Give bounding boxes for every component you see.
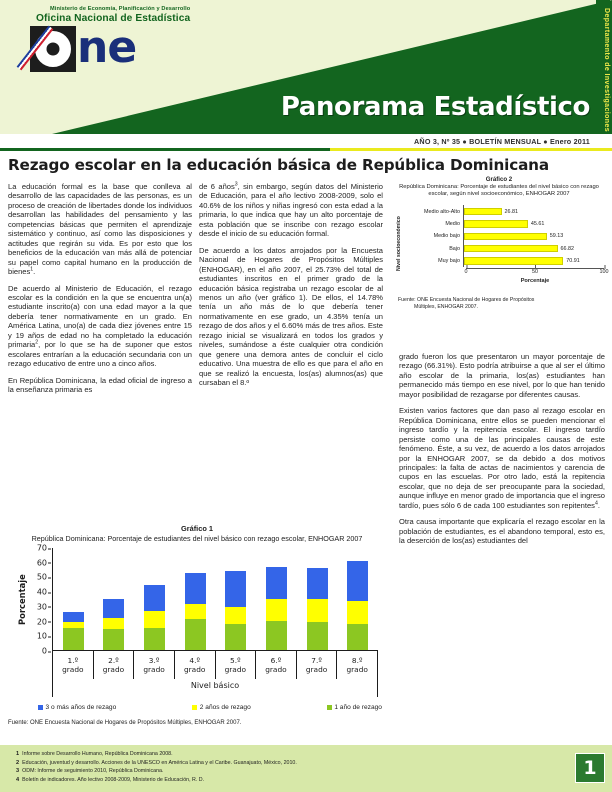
paragraph-text: Otra causa importante que explicaría el rezago escolar en la población de estudiantes, es el abandono temporal, esto es, la deserción de los(as) estudiantes del (399, 517, 605, 546)
chart2-x-tick: 100 (599, 269, 609, 276)
footnote-item (16, 776, 536, 785)
chart1-stacked-bar (266, 567, 287, 650)
chart1-legend-label: 2 años de rezago (199, 704, 251, 711)
footnote-number: 1 (16, 751, 20, 757)
chart2-subtitle: República Dominicana: Porcentaje de estudiantes del nivel básico con rezago escolar, según nivel socioeconómico, ENHOGAR 2007 (399, 184, 599, 198)
chart1-legend-item (192, 704, 250, 711)
chart1-bar-slot (337, 548, 378, 650)
chart2-value-label: 70.91 (566, 258, 580, 265)
chart1-bars-area (52, 548, 378, 651)
chart1-category-line1: 1.º (67, 656, 79, 665)
chart1-source: Fuente: ONE Encuesta Nacional de Hogares de Propósitos Múltiples, ENHOGAR 2007. (8, 720, 242, 726)
chart1-category (216, 651, 257, 679)
paragraph-text: De acuerdo a los datos arrojados por la Encuesta Nacional de Hogares de Propósitos Múltiples (ENHOGAR), en el año 2007, el 25.73% del total de estudiantes inscritos en el primer grado de la educación básica registraba un rezago escolar de al menos un año (ver gráfico 1). De ellos, el 14.78% tenía un año más de lo que debería tener normativamente en ese grado, un 4.35% tenía un rezago de dos años y el 6.60% más de tres años. Este rezago inicial se visualizará en todos los grados y niveles, sumándose a éste cualquier otra condición que genere una demora antes de concluir el ciclo educativo. Una muestra de ello es que para el año en que se realizó la encuesta, los(as) alumnos(as) que cursaban el 8.º (199, 245, 383, 388)
chart1-segment-1yr (225, 624, 246, 650)
footnote-text: Informe sobre Desarrollo Humano, República Dominicana 2008. (22, 751, 173, 757)
chart-grafico-2 (392, 176, 609, 342)
issue-info: AÑO 3, Nº 35 ● BOLETÍN MENSUAL ● Enero 2011 (414, 137, 590, 146)
chart2-bar-track (463, 218, 604, 230)
chart1-legend-item (38, 704, 116, 711)
chart1-category-line1: 6.º (270, 656, 282, 665)
chart1-category (175, 651, 216, 679)
footnotes-bar (0, 745, 612, 792)
chart1-legend (38, 704, 382, 711)
chart1-category-line2: grado (143, 665, 165, 674)
footnote-ref-3: 3 (234, 181, 238, 188)
chart1-category-line2: grado (265, 665, 287, 674)
chart1-y-ticks (28, 543, 50, 656)
chart1-bar-slot (94, 548, 135, 650)
chart1-segment-2yr (225, 607, 246, 625)
chart1-category-line1: 4.º (189, 656, 200, 665)
chart1-category-line2: grado (102, 665, 125, 674)
page-number: 1 (575, 753, 605, 783)
chart1-category (53, 651, 94, 679)
chart2-bar (464, 257, 563, 264)
chart1-y-tick: 30 (36, 602, 47, 612)
chart2-source-line1: Fuente: ONE Encuesta Nacional de Hogares de Propósitos (398, 297, 535, 304)
divider-green (0, 148, 330, 152)
chart2-title: Gráfico 2 (485, 176, 513, 183)
chart1-bar-slot (175, 548, 216, 650)
chart1-bar-slot (134, 548, 175, 650)
chart1-segment-3plus (266, 567, 287, 599)
chart2-row (406, 205, 604, 217)
chart1-segment-2yr (347, 601, 368, 624)
paragraph (8, 376, 192, 395)
chart1-segment-2yr (266, 599, 287, 621)
chart1-subtitle: República Dominicana: Porcentaje de estudiantes del nivel básico con rezago escolar, ENHOGAR 2007 (31, 534, 363, 543)
chart2-category-label: Medio alto-Alto (424, 208, 460, 215)
chart1-stacked-bar (63, 612, 84, 650)
masthead-banner (0, 0, 612, 134)
chart2-bar-track (463, 205, 604, 217)
one-logo (30, 21, 137, 73)
chart1-y-tick: 60 (36, 558, 47, 568)
chart1-category (134, 651, 175, 679)
chart1-segment-3plus (144, 585, 165, 612)
chart1-category-line1: 8.º (351, 656, 363, 665)
chart2-y-axis-label: Nivel socioeconómico (396, 217, 402, 272)
chart1-legend-label: 3 o más años de rezago (45, 704, 117, 711)
chart2-bar-rows (406, 205, 604, 269)
chart2-row (406, 230, 604, 242)
office-name: Oficina Nacional de Estadística (36, 13, 191, 24)
legend-swatch-green-icon (327, 705, 332, 710)
chart2-bar-track (463, 255, 604, 267)
paragraph (399, 517, 605, 545)
chart2-plot-area (392, 205, 609, 285)
footnote-ref-1: 1 (30, 266, 34, 273)
paragraph-text: Existen varios factores que dan paso al rezago escolar en República Dominicana, entre ellos se pueden mencionar el ingreso tardío y la repitencia escolar. El ingreso tardío persiste como una de las principales causas de este fenómeno. Éste, a su vez, de acuerdo a los datos arrojados por la ENHOGAR 2007, se da debido a dos motivos principales: la falta de actas de nacimientos y carencia de cupos en las escuelas. Por otro lado, está la repitencia escolar, que no deja de ser preocupante para la sociedad, aunque influye en menor grado de importancia que el ingreso tardío, pues sólo 6 de cada 100 estudiantes son repitentes (399, 406, 605, 510)
chart1-category-line2: grado (346, 665, 368, 674)
chart1-category (337, 651, 377, 679)
chart2-category-label: Medio bajo (433, 233, 460, 240)
logo-o-mark (30, 26, 76, 72)
chart1-bar-slot (256, 548, 297, 650)
chart1-bar-slot (216, 548, 257, 650)
chart1-stacked-bar (347, 561, 368, 650)
paragraph (199, 246, 383, 388)
footnote-list (16, 750, 536, 784)
chart1-legend-item (327, 704, 382, 711)
chart2-source-line2: Múltiples, ENHOGAR 2007. (414, 304, 479, 310)
chart1-segment-3plus (185, 573, 206, 605)
footnote-item (16, 767, 536, 776)
chart2-row (406, 255, 604, 267)
chart1-segment-1yr (266, 621, 287, 650)
body-column-2 (199, 182, 383, 388)
body-column-1 (8, 182, 192, 395)
chart2-value-label: 45.61 (530, 220, 545, 227)
chart2-category-label: Medio (445, 220, 460, 227)
paragraph-text-cont: , por lo que se ha de suponer que estos escolares entrarían a la educación secundaria con un rezago educativo de entre uno a cinco años. (8, 340, 192, 369)
chart2-bar-track (463, 243, 604, 255)
ministry-name: Ministerio de Economía, Planificación y Desarrollo (50, 6, 191, 12)
chart2-value-label: 59.13 (549, 233, 564, 240)
chart2-value-label: 26.81 (504, 208, 519, 215)
department-vertical-label: Departamento de Investigaciones (596, 0, 610, 134)
chart1-segment-2yr (144, 611, 165, 628)
paragraph-text: En República Dominicana, la edad oficial de ingreso a la enseñanza primaria es (8, 375, 192, 395)
paragraph-text: De acuerdo al Ministerio de Educación, el rezago escolar es la condición en la que se encuentra un(a) estudiante inscrito(a) con una edad mayor a la que debería tener normativamente en un grado. En América Latina, uno(a) de cada diez jóvenes entre 15 y 19 años de edad no ha completado la educación primaria (8, 283, 192, 350)
chart2-value-label: 66.82 (560, 245, 575, 252)
chart1-category-line1: 3.º (148, 656, 160, 665)
chart2-row (406, 243, 604, 255)
chart1-segment-1yr (103, 629, 124, 650)
chart2-source (392, 297, 606, 310)
chart1-category-line1: 5.º (230, 656, 241, 665)
chart2-bar (464, 233, 547, 240)
chart2-x-ticks (464, 269, 609, 276)
chart2-bar-track (463, 230, 604, 242)
chart1-segment-3plus (347, 561, 368, 601)
chart1-y-tick: 0 (41, 646, 47, 656)
chart1-segment-3plus (307, 568, 328, 599)
chart1-segment-3plus (63, 612, 84, 622)
footnote-item (16, 759, 536, 768)
chart1-category-line2: grado (224, 665, 247, 674)
chart1-category-axis (52, 651, 378, 679)
chart1-segment-3plus (225, 571, 246, 606)
footnote-ref-2: 2 (35, 339, 39, 346)
footnote-ref-4: 4 (594, 500, 598, 507)
chart2-bar (464, 245, 558, 252)
chart1-category-line2: grado (305, 665, 328, 674)
paragraph-text: grado fueron los que presentaron un mayor porcentaje de rezago (66.31%). Esto podría atribuirse a que al ser el último año escolar de la primaria, los(as) estudiantes han permanecido más tiempo en ese nivel, por lo que han tenido mayor posibilidad de rezagarse por diferentes causas. (399, 352, 605, 399)
chart1-category-line2: grado (62, 665, 84, 674)
chart1-stacked-bar (225, 571, 246, 650)
chart1-legend-label: 1 año de rezago (334, 704, 382, 711)
chart1-category-line1: 7.º (311, 656, 322, 665)
chart1-category (297, 651, 338, 679)
chart1-title: Gráfico 1 (180, 524, 214, 533)
chart2-x-tick: 50 (532, 269, 538, 276)
body-column-3 (399, 352, 605, 546)
footnote-text: ODM: Informe de seguimiento 2010, República Dominicana. (22, 768, 164, 775)
paragraph (399, 352, 605, 399)
chart1-segment-1yr (185, 619, 206, 650)
logo-wordmark: ne (77, 21, 137, 73)
chart1-y-tick: 10 (36, 631, 47, 641)
footnote-text: Educación, juventud y desarrollo. Acciones de la UNESCO en América Latina y el Caribe. Guanajuato, México, 2010. (22, 759, 297, 766)
chart1-category-line2: grado (183, 665, 206, 674)
chart1-category (94, 651, 135, 679)
chart2-category-label: Muy bajo (438, 258, 460, 265)
chart1-y-tick: 50 (36, 572, 47, 582)
chart1-segment-1yr (347, 624, 368, 650)
footnote-number: 4 (16, 776, 20, 783)
chart1-y-axis-label: Porcentaje (17, 574, 27, 625)
paragraph (199, 182, 383, 239)
chart1-segment-1yr (63, 628, 84, 650)
paragraph (8, 284, 192, 369)
divider-yellow (330, 148, 612, 152)
chart1-stacked-bar (185, 573, 206, 650)
chart1-category-line1: 2.º (108, 656, 119, 665)
chart1-y-tick: 70 (36, 543, 47, 553)
chart2-bar (464, 208, 502, 215)
chart1-segment-2yr (185, 604, 206, 619)
chart2-x-tick: 0 (464, 269, 468, 276)
chart1-segment-1yr (144, 628, 165, 650)
chart2-x-axis-label: Porcentaje (520, 278, 550, 285)
publication-title: Panorama Estadístico (280, 92, 590, 122)
legend-swatch-blue-icon (38, 705, 43, 710)
chart1-segment-2yr (103, 618, 124, 629)
chart1-stacked-bar (307, 568, 328, 650)
chart2-category-label: Bajo (449, 245, 460, 252)
chart1-bar-slot (297, 548, 338, 650)
paragraph-text-cont: , sin embargo, según datos del Ministerio de Educación, para el año lectivo 2008-2009, solo el 40.6% de los niños y niñas ingresó con esta edad a la primaria, lo que indica que hay un alto porcentaje de esta población que se inscribe con rezago escolar desde el inicio de su educación formal. (199, 182, 383, 239)
footnote-number: 2 (16, 759, 20, 766)
chart2-bar (464, 220, 528, 227)
paragraph-text: La educación formal es la base que conlleva al desarrollo de las capacidades de las personas, es un proceso de creación de libertades donde los individuos desarrollan las habilidades del pensamiento y las competencias básicas que permiten el aprendizaje sistemático y continuo, así como las disposiciones y actitudes que regirán su vida. Es por esto que los beneficios de la educación van más allá de potenciar su papel como capital humano en la producción de bienes (8, 182, 192, 277)
chart1-segment-3plus (103, 599, 124, 618)
footnote-item (16, 750, 536, 759)
chart1-y-tick: 20 (36, 617, 47, 627)
chart2-row (406, 218, 604, 230)
chart1-x-axis-label: Nivel básico (190, 681, 240, 690)
article-title: Rezago escolar en la educación básica de República Dominicana (8, 156, 549, 174)
paragraph: Existen varios factores que dan paso al rezago escolar en República Dominicana, entre ellos se pueden mencionar el ingreso tardío y la repitencia escolar. El ingreso tardío persiste como una de las principales causas de este fenómeno. Éste, a su vez, de acuerdo a los datos arrojados por la ENHOGAR 2007, se da debido a dos motivos principales: la falta de actas de nacimientos y carencia de cupos en las escuelas. Por otro lado, está la repitencia escolar, que no deja de ser preocupante para la sociedad, aunque influye en menor grado de importancia que el ingreso tardío, pues sólo 6 de cada 100 estudiantes son repitentes$^4$. (399, 406, 605, 510)
footnote-text: Boletín de indicadores. Año lectivo 2008-2009, Ministerio de Educación, R. D. (22, 776, 205, 783)
chart1-y-tick: 40 (36, 587, 47, 597)
chart-grafico-1 (8, 524, 386, 730)
chart1-category (256, 651, 297, 679)
footnote-number: 3 (16, 768, 20, 775)
paragraph-text: de 6 años (199, 182, 235, 191)
chart1-bar-slot (53, 548, 94, 650)
chart1-segment-1yr (307, 622, 328, 650)
chart1-segment-2yr (307, 599, 328, 622)
chart1-stacked-bar (103, 599, 124, 650)
paragraph: La educación formal es la base que conlleva al desarrollo de las capacidades de las personas, es un proceso de creación de libertades donde los individuos desarrollan las habilidades del pensamiento y las competencias básicas que permiten el aprendizaje sistemático y continuo, así como las disposiciones y actitudes que regirán su vida. Es por esto que los beneficios de la educación van más allá de potenciar su papel como capital humano en la producción de bienes$^1$. (8, 182, 192, 277)
chart1-plot-area (8, 543, 386, 726)
organization-masthead (28, 6, 258, 24)
legend-swatch-yellow-icon (192, 705, 197, 710)
chart1-stacked-bar (144, 585, 165, 650)
